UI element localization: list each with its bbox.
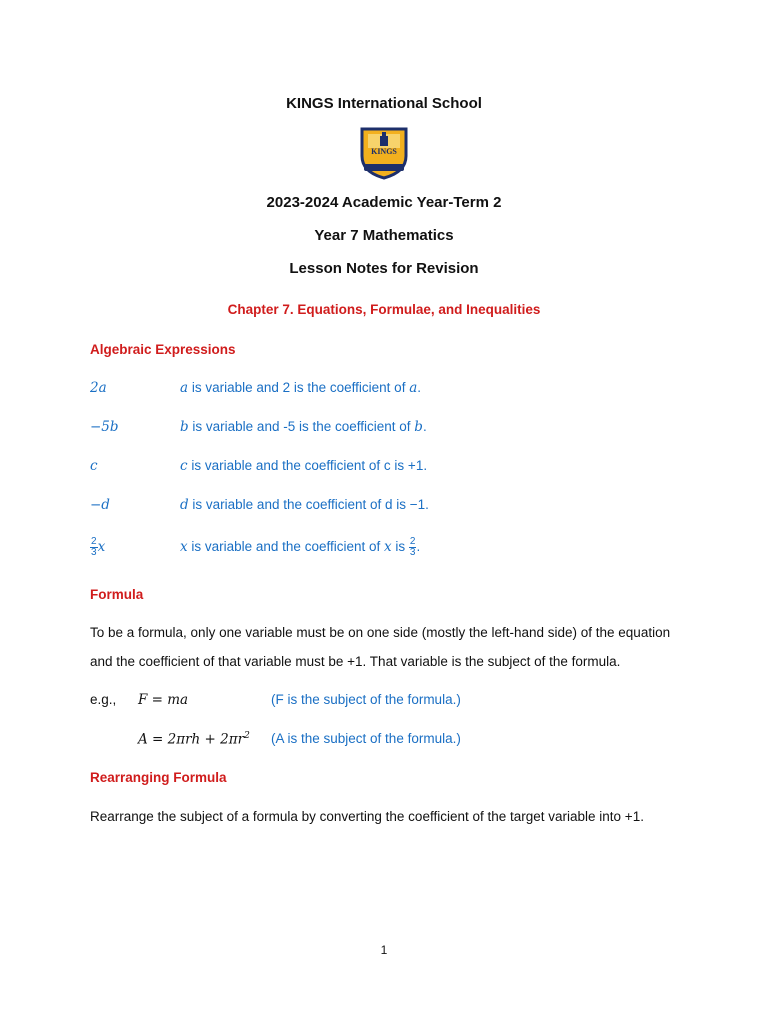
school-name: KINGS International School bbox=[286, 95, 482, 112]
school-logo bbox=[358, 126, 410, 180]
example-label: e.g., bbox=[90, 692, 117, 707]
page-number: 1 bbox=[380, 943, 388, 957]
formula-paragraph-line: To be a formula, only one variable must be on one side (mostly the left-hand side) of the equation bbox=[90, 625, 671, 640]
formula-paragraph-line: and the coefficient of that variable must be +1. That variable is the subject of the formula. bbox=[90, 654, 621, 669]
example-note: (A is the subject of the formula.) bbox=[271, 731, 461, 746]
expression: c bbox=[90, 458, 98, 474]
chapter-title: Chapter 7. Equations, Formulae, and Inequalities bbox=[227, 302, 541, 317]
expression: 2a bbox=[90, 380, 107, 396]
example-equation: F = ma bbox=[138, 692, 189, 708]
subject-title: Year 7 Mathematics bbox=[314, 227, 454, 244]
expression: −5b bbox=[90, 419, 119, 435]
expression-description: a is variable and 2 is the coefficient of a. bbox=[180, 380, 422, 396]
example-equation: $A = 2\pi rh + 2\pi r^2$ bbox=[138, 731, 250, 748]
formula-heading: Formula bbox=[90, 587, 144, 602]
expression: −d bbox=[90, 497, 110, 513]
notes-title: Lesson Notes for Revision bbox=[289, 260, 479, 277]
algebraic-heading: Algebraic Expressions bbox=[90, 342, 236, 357]
rearranging-heading: Rearranging Formula bbox=[90, 770, 227, 785]
logo-text: KINGS bbox=[371, 147, 397, 156]
example-note: (F is the subject of the formula.) bbox=[271, 692, 461, 707]
expression-description: d is variable and the coefficient of d is −1. bbox=[180, 497, 429, 513]
expression-description: b is variable and -5 is the coefficient of b. bbox=[180, 419, 427, 435]
rearranging-text: Rearrange the subject of a formula by converting the coefficient of the target variable into +1. bbox=[90, 809, 644, 824]
expression-description: c is variable and the coefficient of c is +1. bbox=[180, 458, 428, 474]
expression-description: x is variable and the coefficient of x is $\frac{2}{3}$ . bbox=[180, 536, 421, 558]
term-title: 2023-2024 Academic Year-Term 2 bbox=[266, 194, 502, 211]
fraction-expression: $\frac{2}{3}$ x bbox=[91, 536, 106, 558]
